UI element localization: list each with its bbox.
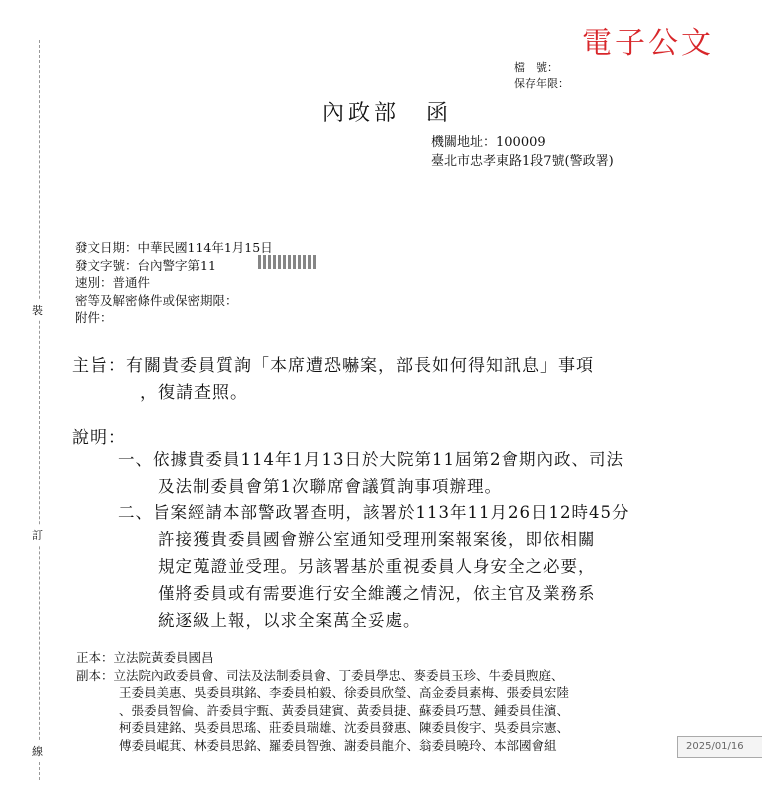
explanation-item-2-line: 僅將委員或有需要進行安全維護之情況，依主官及業務系 — [158, 584, 596, 603]
file-number-label: 檔 號： — [514, 61, 558, 74]
copy-recipients-line: 傅委員崐萁、林委員思銘、羅委員智強、謝委員龍介、翁委員曉玲、本部國會組 — [119, 737, 557, 753]
document-title: 內政部 函 — [322, 101, 453, 126]
explanation-item-2-line: 規定蒐證並受理。另該署基於重視委員人身安全之必要， — [158, 557, 596, 576]
copy-recipients-line: 王委員美惠、吳委員琪銘、李委員柏毅、徐委員欣瑩、高金委員素梅、張委員宏陸 — [119, 685, 570, 700]
explanation-item-2-line: 許接獲貴委員國會辦公室通知受理刑案報案後，即依相關 — [158, 530, 596, 549]
dispatch-secret: 密等及解密條件或保密期限： — [75, 292, 238, 308]
dispatch-attachment: 附件： — [75, 310, 113, 325]
binding-char-middle: 訂 — [32, 525, 43, 545]
receipt-date: 2025/01/16 — [686, 741, 744, 752]
explanation-item-1-line: 一、依據貴委員114年1月13日於大院第11屆第2會期內政、司法 — [118, 450, 624, 469]
agency-address — [431, 133, 614, 171]
dispatch-date: 發文日期：中華民國114年1月15日 — [75, 240, 273, 255]
binding-char-top: 裝 — [32, 300, 43, 320]
archive-info — [514, 60, 569, 92]
receipt-date-stamp — [677, 736, 762, 758]
explanation-item-2-line: 二、旨案經請本部警政署查明，該署於113年11月26日12時45分 — [118, 503, 630, 522]
copy-recipients-line: 、張委員智倫、許委員宇甄、黃委員建賓、黃委員捷、蘇委員巧慧、鍾委員佳濱、 — [119, 702, 570, 718]
explanation-item-2 — [118, 499, 629, 634]
copy-recipients-line: 柯委員建銘、吳委員思瑤、莊委員瑞雄、沈委員發惠、陳委員俊宇、吳委員宗憲、 — [119, 720, 570, 735]
binding-line — [39, 40, 40, 780]
dispatch-number: 發文字號：台內警字第11 — [75, 257, 216, 273]
distribution-list — [76, 649, 569, 754]
original-recipient: 正本：立法院黃委員國昌 — [76, 650, 214, 665]
explanation-item-1 — [118, 446, 624, 500]
obscured-number — [258, 255, 318, 269]
explanation-heading: 說明： — [72, 428, 126, 448]
electronic-document-stamp: 電子公文 — [582, 26, 714, 61]
subject-section — [72, 353, 594, 407]
explanation-item-2-line: 統逐級上報，以求全案萬全妥處。 — [158, 611, 421, 630]
retention-period-label: 保存年限： — [514, 77, 569, 90]
dispatch-meta — [75, 239, 273, 327]
subject-line-2: ，復請查照。 — [140, 383, 248, 403]
explanation-item-1-line: 及法制委員會第1次聯席會議質詢事項辦理。 — [158, 477, 502, 496]
subject-line-1: 主旨：有關貴委員質詢「本席遭恐嚇案，部長如何得知訊息」事項 — [72, 356, 594, 376]
copy-recipients-line: 副本：立法院內政委員會、司法及法制委員會、丁委員學忠、麥委員玉珍、牛委員煦庭、 — [76, 667, 564, 683]
binding-char-bottom: 線 — [32, 741, 43, 761]
agency-address-line: 臺北市忠孝東路1段7號(警政署) — [431, 154, 614, 169]
agency-address-code: 機關地址：100009 — [431, 135, 546, 150]
dispatch-speed: 速別：普通件 — [75, 275, 151, 290]
